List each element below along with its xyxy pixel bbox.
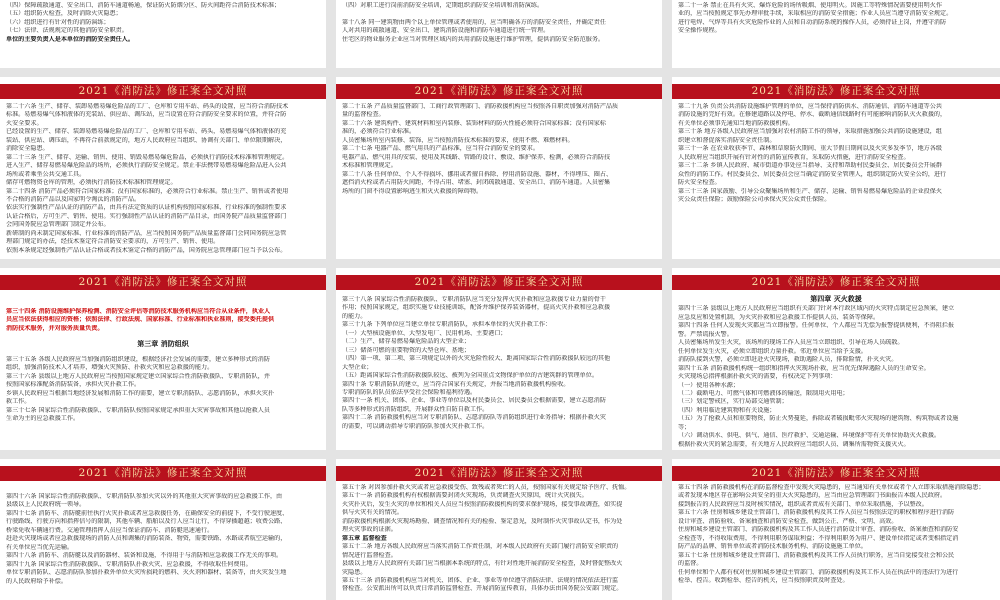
text-line: 应急反应和处置机制，为火灾扑救和应急救援工作提供人员、装备等保障。: [678, 313, 880, 321]
text-line: 第四十条 专职消防队的建立，应当符合国家有关规定，并报当地消防救援机构验收。: [342, 380, 570, 388]
slide-text: [342, 484, 656, 594]
text-line: 生命为主的应急救援工作。: [6, 414, 80, 422]
slide-text: [6, 308, 320, 423]
text-line: 装站、供应站、调压站，不再符合前款规定的，地方人民政府应当组织、协调有关部门、单位限期解决，: [6, 136, 287, 144]
text-line: 桥梁免收车辆通行费。交通管理指挥人员应当保证消防车、消防艇迅速通行。: [6, 526, 214, 534]
text-line: 县级以上人民政府统一领导。: [6, 501, 86, 509]
text-line: 业的，应当按照规定事先办理审批手续，采取相应的消防安全措施；作业人员应当遵守消防安全规定。: [678, 10, 953, 18]
text-line: [6, 333, 320, 338]
text-line: 第五十一条 消防救援机构有权根据需要封闭火灾现场，负责调查火灾原因，统计火灾损失。: [342, 492, 588, 500]
text-line: （六）组织进行有针对性的消防演练；: [6, 18, 110, 26]
slide-text: [678, 2, 994, 36]
text-line: 情况进行监督检查。: [342, 551, 397, 559]
text-line: 全检查等，不得收取费用，不得利用职务谋取利益；不得利用职务为用户、建设单位指定或者变相指定消: [678, 534, 959, 542]
text-line: 接到报告的人民政府应当及时核实情况，组织或者责成有关部门、单位采取措施，予以整改。: [678, 500, 928, 508]
text-line: （四）保障疏散通道、安全出口、消防车通道畅通，保证防火防烟分区、防火间距符合消防技术标准；: [6, 2, 281, 9]
slide-8[interactable]: [336, 268, 662, 450]
text-line: （五）为了抢救人员和重要物资，防止火势蔓延，拆除或者破损毗邻火灾现场的建筑物、构筑物或者设施: [678, 415, 959, 423]
text-line: 消防救援机构根据火灾现场勘验、调查情况和有关的检验、鉴定意见，及时制作火灾事故认定书，作为处: [342, 517, 623, 525]
text-line: [342, 10, 656, 18]
text-line: 第二十六条 建筑构件、建筑材料和室内装修、装饰材料的防火性能必须符合国家标准；没有国家标: [342, 119, 606, 127]
text-line: 防火安全检查。: [678, 179, 721, 187]
text-line: 第二十四条 消防产品必须符合国家标准；没有国家标准的，必须符合行业标准。禁止生产、销售或者使用: [6, 187, 289, 195]
text-line: 灾隐患。: [342, 568, 367, 576]
text-line: 依法实行强制性产品认证的消防产品，由具有法定资质的认证机构按照国家标准、行业标准的强制性要求: [6, 204, 287, 212]
text-line: 组织，加强消防技术人才培养，增强火灾预防、扑救火灾和应急救援的能力。: [6, 364, 214, 372]
text-line: 任何单位发生火灾，必须立即组织力量扑救。邻近单位应当给予支援。: [678, 347, 867, 355]
text-line: （四）利用临近建筑物和有关设施；: [678, 406, 776, 414]
text-line: 专职消防队的队员依法享受社会保险和福利待遇。: [342, 388, 477, 396]
text-line: （四）第一项、第二项、第三项规定以外的火灾危险性较大、距离国家综合性消防救援队较远的其他: [342, 355, 611, 363]
text-line: 消除安全隐患。: [6, 145, 49, 153]
slide-banner: 2021《消防法》修正案全文对照: [336, 84, 662, 99]
text-line: 第五十四条 消防救援机构在消防监督检查中发现火灾隐患的，应当通知有关单位或者个人立即采取措施消除隐患；: [678, 484, 985, 491]
text-line: 会同国务院应急管理部门制定并公布。: [6, 221, 110, 229]
slide-banner: 2021《消防法》修正案全文对照: [672, 466, 1000, 481]
text-line: 准的，必须符合行业标准。: [342, 128, 416, 136]
text-line: 第二十八条 任何单位、个人不得损坏、挪用或者擅自拆除、停用消防设施、器材，不得埋压、圈占、: [342, 170, 613, 178]
text-line: 有关单位应当优先运输。: [6, 543, 74, 551]
text-line: 的人民政府给予补偿。: [6, 577, 67, 585]
slide-10[interactable]: [0, 459, 326, 600]
text-line: （五）距离国家综合性消防救援队较远、被列为全国重点文物保护单位的古建筑群的管理单位。: [342, 372, 598, 380]
slide-12[interactable]: [672, 459, 1000, 600]
text-line: 第五十二条 地方各级人民政府应当落实消防工作责任制，对本级人民政府有关部门履行消防安全职责的: [342, 543, 619, 551]
text-line: 员应当依法获得相应的资格；依照法律、行政法规、国家标准、行业标准和执业准则，接受委托提供: [6, 316, 275, 324]
text-line: 单位的主要负责人是本单位的消防安全责任人。: [6, 35, 134, 43]
text-line: 作用；按照国家规定，组织实施专业技能训练，配备并维护保养装备器材，提高火灾扑救和应急救援: [342, 304, 611, 312]
slide-banner: 2021《消防法》修正案全文对照: [336, 466, 662, 481]
text-line: 督检查。公安派出所可以负责日常消防监督检查、开展消防宣传教育，具体办法由国务院公安部门规定。: [342, 585, 623, 593]
text-line: 消防技术服务，并对服务质量负责。: [6, 324, 104, 332]
text-line: 住房和城乡建设主管部门、消防救援机构及其工作人员进行消防设计审查、消防验收、备案抽查和消防安: [678, 526, 959, 534]
text-line: 场所的门窗不得设置影响逃生和灭火救援的障碍物。: [342, 187, 483, 195]
text-line: （一）大型核设施单位、大型发电厂、民用机场、主要港口；: [342, 329, 507, 337]
text-line: 火安全要求。: [6, 119, 43, 127]
text-line: 第四十九条 国家综合性消防救援队、专职消防队扑救火灾、应急救援，不得收取任何费用。: [6, 560, 252, 568]
text-line: 第四十四条 任何人发现火灾都应当立即报警。任何单位、个人都应当无偿为报警提供便利，不得阻拦报: [678, 322, 955, 330]
slide-2[interactable]: [336, 0, 662, 68]
text-line: 第三十二条 乡镇人民政府、城市街道办事处应当指导、支持和帮助村民委员会、居民委员会开展群: [678, 162, 942, 170]
text-line: 安全操作规程。: [678, 27, 721, 35]
text-line: 单位专职消防队、志愿消防队参加扑救外单位火灾所损耗的燃料、灭火剂和器材、装备等，由火灾发生地: [6, 569, 287, 577]
text-line: 第三十一条 在农业收获季节、森林和草原防火期间、重大节假日期间以及火灾多发季节，地方各级: [678, 145, 942, 153]
text-line: 第五十三条 消防救援机构应当对机关、团体、企业、事业等单位遵守消防法律、法规的情况依法进行监: [342, 576, 619, 584]
text-line: 第二十一条 禁止在具有火灾、爆炸危险的场所吸烟、使用明火。因施工等特殊情况需要使用明火作: [678, 2, 942, 9]
text-line: 标准。易燃易爆气体和液体的充装站、供应站、调压站，应当设置在符合消防安全要求的位置，并符合防: [6, 111, 287, 119]
text-line: （三）划定警戒区，实行局部交通管制；: [678, 398, 788, 406]
slide-3[interactable]: [672, 0, 1000, 68]
text-line: 第十八条 同一建筑物由两个以上单位管理或者使用的，应当明确各方的消防安全责任，并确定责任: [342, 18, 606, 26]
text-line: 认证合格后，方可生产、销售、使用。实行强制性产品认证的消防产品目录，由国务院产品质量监督部门: [6, 212, 287, 220]
text-line: 救工作。: [6, 398, 31, 406]
text-line: 第四十八条 消防车、消防艇以及消防器材、装备和设施，不得用于与消防和应急救援工作无关的事项。: [6, 552, 283, 560]
text-line: 第五章 监督检查: [342, 534, 387, 542]
text-line: 第三十九条 下列单位应当建立单位专职消防队，承担本单位的火灾扑救工作：: [342, 321, 552, 329]
slide-text: [342, 296, 656, 431]
text-line: 第四十五条 消防救援机构统一组织和指挥火灾现场扑救，应当优先保障遇险人员的生命安全。: [678, 364, 930, 372]
text-line: 有关单位必须事先通知当地消防救援机构。: [678, 119, 794, 127]
slide-banner: 2021《消防法》修正案全文对照: [0, 466, 326, 481]
text-line: 火灾扑灭后，发生火灾的单位和相关人员应当按照消防救援机构的要求保护现场，接受事故调查，如实提: [342, 500, 623, 508]
text-line: 或者发现本地区存在影响公共安全的重大火灾隐患的，应当由应急管理部门书面报告本级人民政府。: [678, 492, 947, 500]
text-line: 电器产品、燃气用具的安装、使用及其线路、管路的设计、敷设、维护保养、检测，必须符合消防技: [342, 153, 611, 161]
text-line: 任何单位和个人都有权对住房和城乡建设主管部门、消防救援机构及其工作人员在执法中的违法行为进行: [678, 568, 959, 576]
text-line: 设计审查、消防验收、备案抽查和消防安全检查，做到公正、严格、文明、高效。: [678, 517, 898, 525]
text-line: 第四章 灭火救援: [810, 295, 862, 303]
text-line: 的能力。: [342, 312, 367, 320]
text-line: 新研制的尚未制定国家标准、行业标准的消防产品，应当按照国务院产品质量监督部门会同国务院应急管: [6, 229, 287, 237]
text-line: 第三十七条 国家综合性消防救援队、专职消防队按照国家规定承担重大灾害事故和其他以抢救人员: [6, 406, 270, 414]
slide-text: [6, 493, 320, 586]
text-line: 理部门规定的办法，经技术鉴定符合消防安全要求的，方可生产、销售、使用。: [6, 238, 220, 246]
text-line: 第四十一条 机关、团体、企业、事业等单位以及村民委员会、居民委员会根据需要，建立志愿消防: [342, 397, 606, 405]
text-line: 人员密集场所室内装修、装饰，应当按照消防技术标准的要求，使用不燃、难燃材料。: [342, 136, 574, 144]
text-line: （二）生产、储存易燃易爆危险品的大型企业；: [342, 338, 470, 346]
slide-6[interactable]: [672, 77, 1000, 259]
text-line: 遮挡消火栓或者占用防火间距，不得占用、堵塞、封闭疏散通道、安全出口、消防车通道。人员密集: [342, 179, 611, 187]
text-line: 检举、控告。收到检举、控告的机关，应当按照职责及时查处。: [678, 576, 849, 584]
slide-banner: 2021《消防法》修正案全文对照: [672, 84, 1000, 99]
text-line: 第三十五条 各级人民政府应当加强消防组织建设，根据经济社会发展的需要，建立多种形式的消防: [6, 355, 270, 363]
text-line: 织建立和督促落实消防安全责任制。: [678, 136, 776, 144]
text-line: 第二十七条 电器产品、燃气用具的产品标准，应当符合消防安全的要求。: [342, 145, 539, 153]
text-line: 灾公众责任保险；鼓励保险公司承保火灾公众责任保险。: [678, 195, 831, 203]
text-line: 第二十三条 生产、储存、运输、销售、使用、销毁易燃易爆危险品，必须执行消防技术标准和管理规定。: [6, 153, 289, 161]
text-line: 依照本条规定经强制性产品认证合格或者技术鉴定合格的消防产品，国务院应急管理部门应当予以公布。: [6, 246, 287, 254]
text-line: （五）组织防火检查，及时消除火灾隐患；: [6, 10, 122, 18]
text-line: 人民政府应当组织开展有针对性的消防宣传教育，采取防火措施，进行消防安全检查。: [678, 153, 910, 161]
slide-text: [678, 484, 994, 585]
text-line: 第五十七条 住房和城乡建设主管部门、消防救援机构及其工作人员执行职务，应当自觉接受社会和公民: [678, 551, 955, 559]
slide-11[interactable]: [336, 459, 662, 600]
text-line: （四）对职工进行岗前消防安全培训，定期组织消防安全培训和消防演练。: [342, 2, 544, 9]
text-line: 进行电焊、气焊等具有火灾危险作业的人员和自动消防系统的操作人员，必须持证上岗，并遵守消防: [678, 18, 947, 26]
text-line: 赶赴火灾现场或者应急救援现场的消防人员和调集的消防装备、物资，需要铁路、水路或者航空运输的，: [6, 535, 287, 543]
text-line: 住宅区的物业服务企业应当对管理区域内的共用消防设施进行维护管理，提供消防安全防范服务。: [342, 35, 605, 43]
text-line: 场所或者乘坐公共交通工具。: [6, 170, 86, 178]
text-line: 已经设置的生产、储存、装卸易燃易爆危险品的工厂、仓库和专用车站、码头，易燃易爆气体和液体的充: [6, 128, 287, 136]
text-line: 等；: [678, 423, 691, 431]
text-line: 进入生产、储存易燃易爆危险品的场所，必须执行消防安全规定。禁止非法携带易燃易爆危险品进入公共: [6, 162, 287, 170]
slide-text: [342, 2, 656, 44]
text-line: 第五十六条 住房和城乡建设主管部门、消防救援机构及其工作人员应当按照法定的职权和程序进行消防: [678, 509, 955, 517]
text-line: 第二十五条 产品质量监督部门、工商行政管理部门、消防救援机构应当按照各自职责加强对消防产品质: [342, 103, 619, 110]
slide-text: [6, 2, 320, 44]
text-line: 理火灾事故的证据。: [342, 526, 397, 534]
text-line: 第三十六条 县级以上地方人民政府应当按照国家规定建立国家综合性消防救援队、专职消防队，并: [6, 372, 270, 380]
text-line: 储存可燃物资仓库的管理，必须执行消防技术标准和管理规定。: [6, 179, 177, 187]
text-line: 消防队接到火警，必须立即赶赴火灾现场，救助遇险人员，排除险情，扑灭火灾。: [678, 356, 898, 364]
slide-7[interactable]: [0, 268, 326, 450]
text-line: 人对共用的疏散通道、安全出口、建筑消防设施和消防车通道进行统一管理。: [342, 27, 550, 35]
text-line: （六）调动供水、供电、供气、通信、医疗救护、交通运输、环境保护等有关单位协助灭火救援。: [678, 432, 941, 440]
text-line: 行驶路线、行驶方向和指挥信号的限制，其他车辆、船舶以及行人应当让行，不得穿插超越；收费公路、: [6, 518, 287, 526]
text-line: 消防设施的完好有效。在修建道路以及停电、停水、截断通信线路时有可能影响消防队灭火救援的，: [678, 111, 947, 119]
text-line: 第四十六条 国家综合性消防救援队、专职消防队参加火灾以外的其他重大灾害事故的应急救援工作，由: [6, 493, 283, 500]
slide-text: [678, 293, 994, 449]
text-line: （一）使用各种水源；: [678, 381, 739, 389]
text-line: 第三十三条 国家鼓励、引导公众聚集场所和生产、储存、运输、销售易燃易爆危险品的企业投保火: [678, 187, 942, 195]
text-line: 乡镇人民政府应当根据当地经济发展和消防工作的需要，建立专职消防队、志愿消防队，承担火灾扑: [6, 389, 275, 397]
text-line: 的监督。: [678, 560, 703, 568]
text-line: 众性的消防工作。村民委员会、居民委员会应当确定消防安全管理人，组织制定防火安全公约，进行: [678, 170, 947, 178]
slide-banner: 2021《消防法》修正案全文对照: [0, 275, 326, 290]
text-line: 术标准和管理规定。: [342, 162, 397, 170]
text-line: 第五十条 对因参加扑救火灾或者应急救援受伤、致残或者死亡的人员，按照国家有关规定给予医疗、抚恤。: [342, 484, 631, 491]
text-line: 防产品的品牌、销售单位或者消防技术服务机构、消防设施施工单位。: [678, 543, 867, 551]
text-line: 不合格的消防产品以及国家明令淘汰的消防产品。: [6, 195, 141, 203]
text-line: 队等多种形式的消防组织，开展群众性自防自救工作。: [342, 405, 489, 413]
text-line: 第三章 消防组织: [137, 340, 189, 349]
text-line: 的需要，可以调动指导专职消防队参加火灾扑救工作。: [342, 422, 489, 430]
text-line: （七）法律、法规规定的其他消防安全职责。: [6, 27, 128, 35]
text-line: 第三十四条 消防设施维护保养检测、消防安全评估等消防技术服务机构应当符合从业条件，执业人: [6, 308, 271, 315]
text-line: 第四十七条 消防车、消防艇前往执行火灾扑救或者应急救援任务，在确保安全的前提下，不受行驶速度、: [6, 509, 289, 517]
text-line: 第二十六条 生产、储存、装卸易燃易爆危险品的工厂、仓库和专用车站、码头的设置，应当符合消防技术: [6, 103, 289, 110]
text-line: 火灾现场总指挥根据扑救火灾的需要，有权决定下列事项：: [678, 373, 837, 381]
text-line: 人员密集场所发生火灾，该场所的现场工作人员应当立即组织、引导在场人员疏散。: [678, 339, 904, 347]
slide-text: [6, 103, 320, 255]
slide-5[interactable]: [336, 77, 662, 259]
text-line: 大型企业；: [342, 363, 373, 371]
slide-banner: 2021《消防法》修正案全文对照: [0, 84, 326, 99]
text-line: 第四十三条 县级以上地方人民政府应当组织有关部门针对本行政区域内的火灾特点制定应急预案，建立: [678, 305, 955, 313]
text-line: 警。严禁谎报火警。: [678, 330, 733, 338]
text-line: 量的监督检查。: [342, 111, 385, 119]
slide-4[interactable]: [0, 77, 326, 259]
slide-banner: 2021《消防法》修正案全文对照: [672, 275, 1000, 290]
slide-1[interactable]: [0, 0, 326, 68]
slide-text: [678, 103, 994, 204]
text-line: （二）截断电力、可燃气体和可燃液体的输送，限制用火用电；: [678, 389, 849, 397]
slide-banner: 2021《消防法》修正案全文对照: [336, 275, 662, 290]
text-line: 第二十九条 负责公共消防设施维护管理的单位，应当保持消防供水、消防通信、消防车通道等公共: [678, 103, 942, 110]
text-line: 根据扑救火灾的紧急需要，有关地方人民政府应当组织人员、调集所需物资支援灭火。: [678, 440, 910, 448]
text-line: （三）储备可燃的重要物资的大型仓库、基地；: [342, 346, 470, 354]
text-line: 县级以上地方人民政府有关部门应当根据本系统的特点，有针对性地开展消防安全检查，及时督促整改火: [342, 560, 623, 568]
text-line: 按照国家标准配备消防装备，承担火灾扑救工作。: [6, 381, 141, 389]
slide-9[interactable]: [672, 268, 1000, 450]
slide-text: [342, 103, 656, 196]
text-line: 第四十二条 消防救援机构应当对专职消防队、志愿消防队等消防组织进行业务指导；根据扑救火灾: [342, 414, 606, 422]
text-line: 第三十八条 国家综合性消防救援队、专职消防队应当充分发挥火灾扑救和应急救援专业力量的骨干: [342, 296, 606, 303]
text-line: 第三十条 地方各级人民政府应当加强对农村消防工作的领导，采取措施加强公共消防设施建设，组: [678, 128, 942, 136]
text-line: 供与火灾有关的情况。: [342, 509, 403, 517]
